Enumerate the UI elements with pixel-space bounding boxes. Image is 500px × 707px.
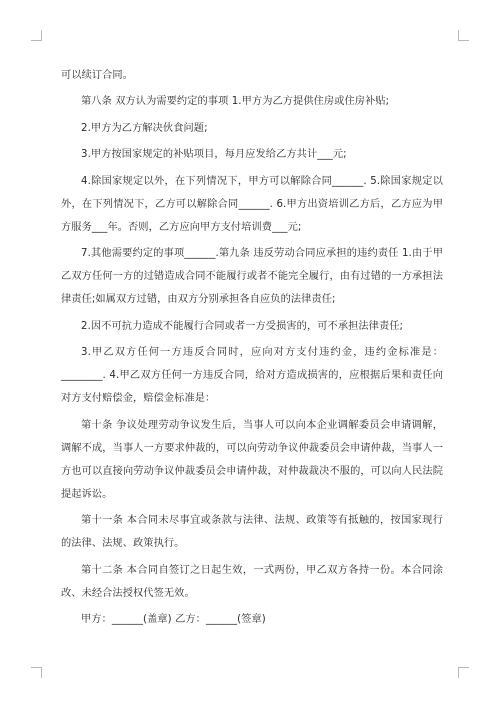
paragraph-item-2: 2.甲方为乙方解决伙食问题;: [81, 122, 208, 134]
crop-mark-bottom-left: [31, 667, 42, 678]
paragraph-continuation: 可以续订合同。: [61, 70, 134, 81]
paragraph-article-12: 第十二条 本合同自签订之日起生效，一式两份，甲乙双方各持一份。本合同涂改、未经合法授权代签无效。: [61, 564, 443, 599]
signature-line: 甲方：______(盖章) 乙方：______(签章): [81, 614, 266, 626]
paragraph-article-10: 第十条 争议处理劳动争议发生后，当事人可以向本企业调解委员会申请调解，调解不成，当事人一方要求仲裁的，可以向劳动争议仲裁委员会申请仲裁，当事人一方也可以直接向劳动争议仲裁委员会申请仲裁，对仲裁裁决不服的，可以向人民法院提起诉讼。: [61, 419, 443, 500]
paragraph-penalty: 3.甲乙双方任何一方违反合同时，应向对方支付违约金，违约金标准是：________. 4.甲乙双方任何一方违反合同，给对方造成损害的，应根据后果和责任向对方支付赔偿金，赔偿金标准是：: [61, 347, 443, 405]
crop-mark-bottom-right: [458, 667, 469, 678]
document-body: [61, 64, 443, 635]
crop-mark-top-left: [31, 30, 42, 41]
crop-mark-top-right: [458, 30, 469, 41]
paragraph-item-4-6: 4.除国家规定以外，在下列情况下，甲方可以解除合同______. 5.除国家规定以外，在下列情况下，乙方可以解除合同______. 6.甲方出资培训乙方后，乙方应为甲方服务___年。否则，乙方应向甲方支付培训费___元;: [61, 175, 443, 233]
paragraph-article-9: 7.其他需要约定的事项______.第九条 违反劳动合同应承担的违约责任 1.由于甲乙双方任何一方的过错造成合同不能履行或者不能完全履行，由有过错的一方承担法律责任;如属双方过错，由双方分别承担各自应负的法律责任;: [61, 248, 443, 306]
paragraph-article-11: 第十一条 本合同未尽事宜或条款与法律、法规、政策等有抵触的，按国家现行的法律、法规、政策执行。: [61, 515, 443, 550]
paragraph-force-majeure: 2.因不可抗力造成不能履行合同或者一方受损害的，可不承担法律责任;: [81, 320, 404, 332]
paragraph-article-8: 第八条 双方认为需要约定的事项 1.甲方为乙方提供住房或住房补贴;: [81, 96, 390, 108]
paragraph-item-3: 3.甲方按国家规定的补贴项目，每月应发给乙方共计___元;: [81, 149, 347, 161]
